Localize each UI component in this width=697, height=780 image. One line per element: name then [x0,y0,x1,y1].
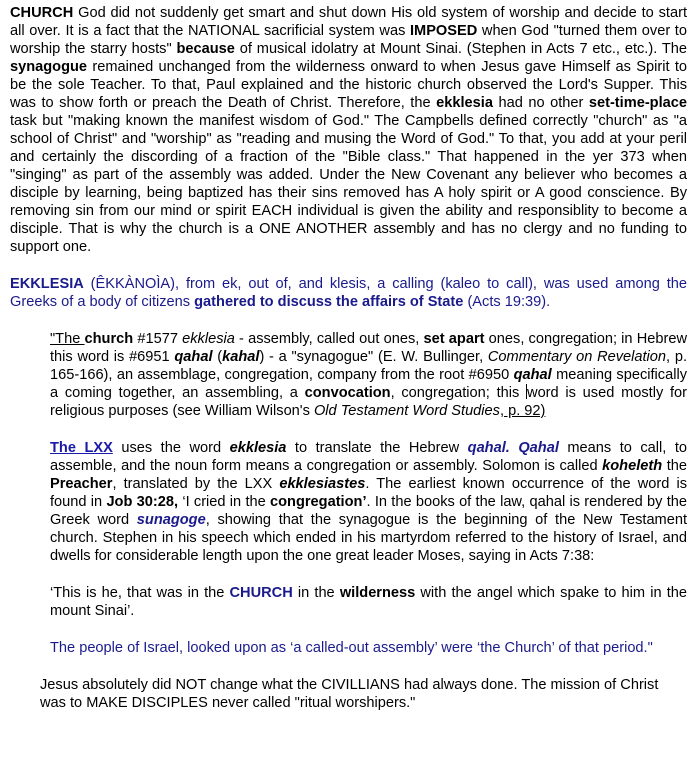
text: remained unchanged from the wilderness onward to when Jesus gave Himself as Spirit to be the sole Teacher. To that, Paul explained and the historic church observed the Lord's Supper. This was to show forth or preach the Death of Christ. Therefore, the [10,59,687,111]
text: meaning specifically a coming together, an assembling, a [50,367,687,401]
text: - assembly, called out ones, [234,331,424,347]
term-convocation: convocation [304,385,391,401]
text: Jesus absolutely did NOT change what the CIVILLIANS had always done. The mission of Christ was to MAKE DISCIPLES never called "ritual worshipers." [40,677,659,711]
lxx-link[interactable]: The LXX [50,440,113,456]
text: had no other [492,95,589,111]
text: means to call, to assemble, and the noun form means a congregation or assembly. Solomon is called [50,440,687,474]
text: of musical idolatry at Mount Sinai. (Stephen in Acts 7 etc., etc.). The [234,41,687,57]
term-gathered: gathered to discuss the affairs of State [194,294,464,310]
term-because: because [176,41,235,57]
text: , congregation; this [390,385,527,401]
text: the [662,458,687,474]
term-church-quote: church [84,331,134,347]
text: ( [212,349,223,365]
paragraph-jesus [40,676,687,712]
term-wilderness: wilderness [339,585,416,601]
text: in the [292,585,340,601]
term-ekklesia-heading: EKKLESIA [10,276,84,292]
term-set-apart: set apart [423,331,485,347]
text: uses the word [112,440,230,456]
paragraph-ekklesia-definition [10,275,687,311]
text: word is used mostly for religious purposes (see William Wilson's [50,385,688,419]
term-church-caps: CHURCH [229,585,293,601]
text: ones, congregation; in Hebrew this word is #6951 [50,331,687,365]
term-ekklesia-italic: ekklesia [182,331,235,347]
reference-job: Job 30:28, [106,494,179,510]
text: (ÊKKÀNOÌA), from ek, out of, and klesis, a calling (kaleo to call), was used among the Greeks of a body of citizens [10,276,687,310]
paragraph-church [10,4,687,256]
term-koheleth: koheleth [602,458,663,474]
paragraph-church-quote [50,330,687,420]
text: (Acts 19:39). [463,294,551,310]
text: God did not suddenly get smart and shut down His old system of worship and decide to start all over. It is a fact that the NATIONAL sacrificial system was [10,5,687,39]
text: The people of Israel, looked upon as ‘a called-out assembly’ were ‘the Church’ of that period." [50,640,653,656]
term-set-time-place: set-time-place [588,95,687,111]
text: when God "turned them over to worship the starry hosts" [10,23,687,57]
paragraph-israel [50,639,687,657]
term-qahal-root: qahal [513,367,552,383]
text: #1577 [133,331,183,347]
book-title-word-studies: Old Testament Word Studies [313,403,500,419]
term-synagogue: synagogue [10,59,88,75]
text: task but "making known the manifest wisdom of God." The Campbells defined correctly "church" as "a school of Christ" and "worship" as "reading and musing the Word of God." To that, you add at your peril and certainly the discording of a fraction of the "Bible class." That happened in the yer 373 when "singing" as part of the assembly was added. Under the New Covenant any believer who becomes a disciple by learning, being baptized has their sins removed has A holy spirit or A good conscience. By removing sin from our mind or spirit EACH individual is given the ability and responsiblity to become a disciple. That is why the church is a ONE ANOTHER assembly and has no clergy and no funding to support one. [10,113,687,255]
text: ) - a "synagogue" (E. W. Bullinger, [259,349,488,365]
text: , translated by the LXX [112,476,280,492]
text: "The [50,331,85,347]
text: , showing that the synagogue is the beginning of the New Testament church. Stephen in his speech which ended in his martyrdom referred to the history of Israel, and dwells for considerable length upon the one great leader Moses, saying in Acts 7:38: [50,512,687,564]
paragraph-acts-quote [50,584,687,620]
text: ‘I cried in the [178,494,271,510]
term-preacher: Preacher [50,476,113,492]
paragraph-lxx [50,439,687,565]
term-ekklesia-lxx: ekklesia [229,440,287,456]
text: , p. 165-166), an assemblage, congregation, company from the root #6950 [50,349,688,383]
term-church: CHURCH [10,5,74,21]
text: . In the books of the law, qahal is rendered by the Greek word [50,494,687,528]
book-title-commentary: Commentary on Revelation [487,349,667,365]
text: . The earliest known occurrence of the word is found in [50,476,687,510]
term-kahal: kahal [222,349,260,365]
term-qahal-lxx: qahal. Qahal [467,440,559,456]
text: with the angel which spake to him in the mount Sinai’. [50,585,687,619]
term-ekklesia: ekklesia [436,95,493,111]
term-sunagoge: sunagoge [136,512,206,528]
text: to translate the Hebrew [286,440,468,456]
text: , p. 92) [499,403,546,419]
term-qahal: qahal [174,349,213,365]
term-congregation: congregation’ [270,494,367,510]
term-ekklesiastes: ekklesiastes [279,476,366,492]
text: ‘This is he, that was in the [50,585,230,601]
term-imposed: IMPOSED [409,23,478,39]
